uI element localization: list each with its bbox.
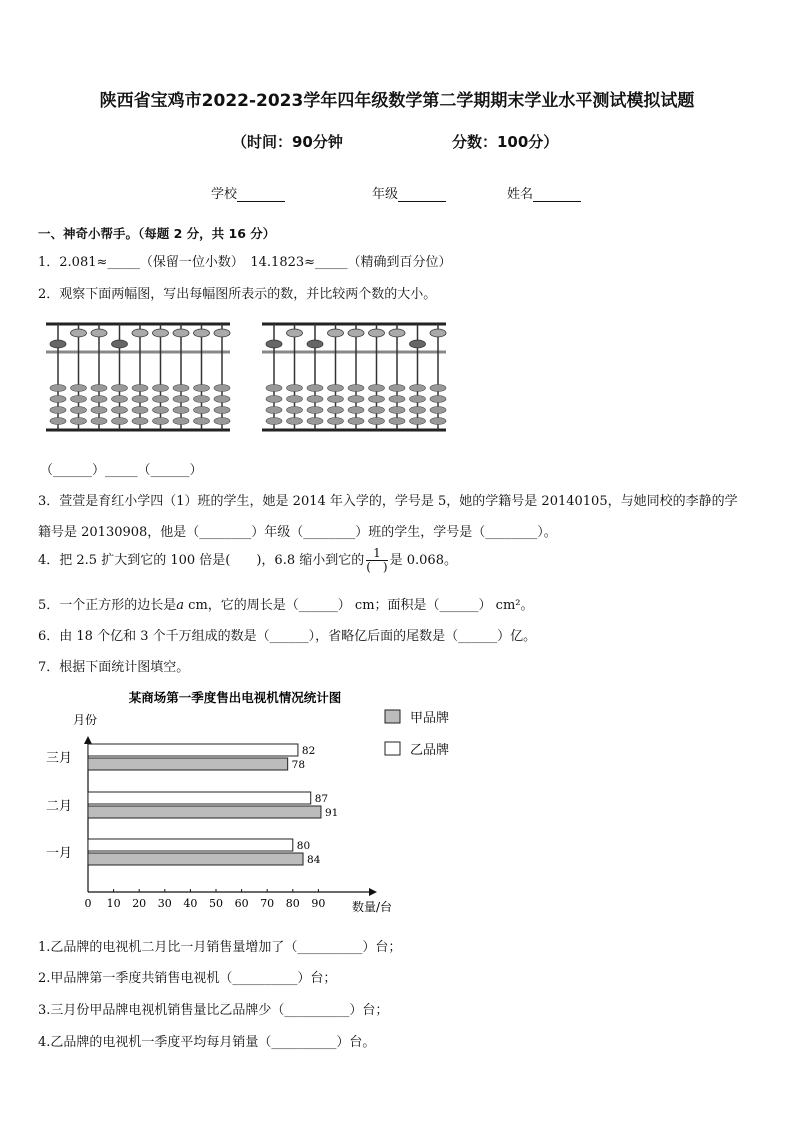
- abacus-lower-bead: [410, 385, 426, 392]
- bar: [88, 758, 288, 770]
- data-label: 87: [314, 793, 329, 805]
- fraction-numerator: 1: [366, 547, 387, 561]
- x-tick-label: 80: [285, 897, 300, 910]
- abacus-lower-bead: [112, 385, 128, 392]
- abacus-lower-bead: [214, 396, 230, 403]
- abacus-lower-bead: [214, 418, 230, 425]
- bar: [88, 792, 311, 804]
- abacus-right: [262, 324, 446, 430]
- abacus-lower-bead: [173, 418, 189, 425]
- question-4-part2: 是 0.068。: [389, 553, 457, 568]
- legend-swatch: [385, 710, 400, 723]
- exam-score: 分数：100分）: [452, 133, 559, 151]
- abacus-lower-bead: [348, 396, 364, 403]
- abacus-upper-bead: [173, 329, 189, 337]
- question-3-line2: 籍号是 20130908，他是（________）年级（________）班的学生，学号是（________）。: [38, 525, 557, 540]
- abacus-upper-bead: [369, 329, 385, 337]
- abacus-lower-bead: [287, 385, 303, 392]
- question-4: [38, 547, 457, 574]
- chart-title: 某商场第一季度售出电视机情况统计图: [128, 690, 342, 705]
- sub-question-2: 2.甲品牌第一季度共销售电视机（__________）台；: [38, 971, 337, 986]
- abacus-lower-bead: [410, 418, 426, 425]
- abacus-upper-bead: [348, 329, 364, 337]
- category-label: 二月: [45, 799, 72, 814]
- abacus-lower-bead: [266, 385, 282, 392]
- abacus-lower-bead: [132, 418, 148, 425]
- abacus-lower-bead: [307, 418, 323, 425]
- fraction-denominator: ( ): [366, 560, 388, 574]
- abacus-lower-bead: [132, 396, 148, 403]
- abacus-lower-bead: [369, 385, 385, 392]
- x-tick-label: 10: [106, 897, 121, 910]
- abacus-upper-bead: [389, 329, 405, 337]
- bar: [88, 744, 298, 756]
- abacus-lower-bead: [307, 407, 323, 414]
- abacus-lower-bead: [348, 385, 364, 392]
- abacus-upper-bead: [266, 340, 282, 348]
- x-axis-label: 数量/台: [352, 900, 393, 914]
- x-tick-label: 20: [132, 897, 147, 910]
- abacus-upper-bead: [112, 340, 128, 348]
- abacus-lower-bead: [194, 418, 210, 425]
- abacus-lower-bead: [173, 385, 189, 392]
- school-label: 学校: [211, 187, 238, 202]
- x-tick-label: 30: [157, 897, 172, 910]
- x-tick-label: 60: [234, 897, 249, 910]
- page-title: 陕西省宝鸡市2022-2023学年四年级数学第二学期期末学业水平测试模拟试题: [99, 91, 695, 111]
- abacus-lower-bead: [71, 418, 87, 425]
- abacus-lower-bead: [410, 407, 426, 414]
- data-label: 91: [324, 807, 339, 819]
- abacus-lower-bead: [153, 418, 169, 425]
- abacus-lower-bead: [369, 407, 385, 414]
- name-blank[interactable]: [533, 189, 581, 202]
- name-field[interactable]: [507, 183, 581, 202]
- abacus-lower-bead: [112, 418, 128, 425]
- abacus-lower-bead: [153, 385, 169, 392]
- sub-question-1: 1.乙品牌的电视机二月比一月销售量增加了（__________）台；: [38, 940, 402, 955]
- y-axis-label: 月份: [73, 713, 98, 727]
- y-axis-arrow: [84, 736, 92, 744]
- legend-swatch: [385, 742, 400, 755]
- abacus-upper-bead: [430, 329, 446, 337]
- abacus-lower-bead: [369, 418, 385, 425]
- abacus-lower-bead: [194, 407, 210, 414]
- bar: [88, 839, 293, 851]
- abacus-lower-bead: [430, 396, 446, 403]
- abacus-upper-bead: [132, 329, 148, 337]
- abacus-lower-bead: [214, 385, 230, 392]
- section-heading: 一、神奇小帮手。（每题 2 分，共 16 分）: [38, 226, 276, 241]
- abacus-lower-bead: [132, 407, 148, 414]
- data-label: 78: [291, 759, 306, 771]
- abacus-lower-bead: [112, 396, 128, 403]
- abacus-lower-bead: [91, 407, 107, 414]
- abacus-lower-bead: [194, 396, 210, 403]
- abacus-lower-bead: [214, 407, 230, 414]
- legend-label: 乙品牌: [410, 743, 450, 758]
- question-3-line1: 3．萱萱是育红小学四（1）班的学生，她是 2014 年入学的，学号是 5，她的学籍号是 20140105，与她同校的李静的学: [38, 494, 738, 509]
- school-blank[interactable]: [237, 189, 285, 202]
- data-label: 82: [301, 745, 316, 757]
- abacus-lower-bead: [348, 407, 364, 414]
- abacus-lower-bead: [369, 396, 385, 403]
- abacus-lower-bead: [348, 418, 364, 425]
- question-4-part1: 4．把 2.5 扩大到它的 100 倍是( )，6.8 缩小到它的: [38, 553, 365, 568]
- data-label: 80: [296, 840, 311, 852]
- abacus-lower-bead: [389, 407, 405, 414]
- sub-question-4: 4.乙品牌的电视机一季度平均每月销量（__________）台。: [38, 1035, 376, 1050]
- category-label: 一月: [45, 846, 72, 861]
- sub-question-3: 3.三月份甲品牌电视机销售量比乙品牌少（__________）台；: [38, 1003, 389, 1018]
- abacus-lower-bead: [266, 407, 282, 414]
- abacus-lower-bead: [287, 396, 303, 403]
- abacus-lower-bead: [266, 418, 282, 425]
- abacus-lower-bead: [307, 396, 323, 403]
- question-2-answer[interactable]: （______）_____（______）: [40, 463, 203, 478]
- category-label: 三月: [45, 751, 72, 766]
- abacus-lower-bead: [173, 396, 189, 403]
- abacus-lower-bead: [389, 396, 405, 403]
- grade-blank[interactable]: [398, 189, 446, 202]
- name-label: 姓名: [507, 187, 534, 202]
- x-tick-label: 40: [183, 897, 198, 910]
- x-tick-label: 90: [311, 897, 326, 910]
- question-5-part1: 5．一个正方形的边长是: [38, 598, 177, 613]
- abacus-upper-bead: [410, 340, 426, 348]
- abacus-lower-bead: [430, 385, 446, 392]
- abacus-lower-bead: [389, 385, 405, 392]
- abacus-lower-bead: [153, 407, 169, 414]
- abacus-lower-bead: [389, 418, 405, 425]
- x-tick-label: 0: [84, 897, 92, 910]
- abacus-upper-bead: [153, 329, 169, 337]
- question-2: 2．观察下面两幅图，写出每幅图所表示的数，并比较两个数的大小。: [38, 287, 437, 302]
- x-axis-arrow: [369, 888, 377, 896]
- x-tick-label: 70: [260, 897, 275, 910]
- question-5: [38, 594, 533, 613]
- abacus-lower-bead: [328, 396, 344, 403]
- abacus-figures: [40, 316, 450, 440]
- data-label: 84: [307, 854, 321, 866]
- abacus-lower-bead: [328, 418, 344, 425]
- abacus-lower-bead: [71, 385, 87, 392]
- fraction: [366, 547, 387, 574]
- abacus-lower-bead: [410, 396, 426, 403]
- bar: [88, 806, 321, 818]
- grade-field[interactable]: [372, 183, 446, 202]
- abacus-upper-bead: [328, 329, 344, 337]
- abacus-lower-bead: [50, 418, 66, 425]
- abacus-upper-bead: [194, 329, 210, 337]
- abacus-upper-bead: [50, 340, 66, 348]
- abacus-lower-bead: [430, 418, 446, 425]
- abacus-upper-bead: [91, 329, 107, 337]
- abacus-lower-bead: [71, 396, 87, 403]
- abacus-lower-bead: [50, 385, 66, 392]
- abacus-upper-bead: [307, 340, 323, 348]
- abacus-lower-bead: [91, 385, 107, 392]
- abacus-lower-bead: [266, 396, 282, 403]
- grade-label: 年级: [372, 187, 399, 202]
- abacus-upper-bead: [287, 329, 303, 337]
- question-1: 1．2.081≈_____（保留一位小数） 14.1823≈_____（精确到百分位）: [38, 255, 452, 270]
- abacus-lower-bead: [153, 396, 169, 403]
- abacus-lower-bead: [194, 385, 210, 392]
- abacus-lower-bead: [287, 418, 303, 425]
- abacus-lower-bead: [132, 385, 148, 392]
- question-6: 6．由 18 个亿和 3 个千万组成的数是（______），省略亿后面的尾数是（______）亿。: [38, 629, 537, 644]
- abacus-lower-bead: [173, 407, 189, 414]
- question-5-part2: cm，它的周长是（______） cm；面积是（______） cm²。: [184, 598, 534, 613]
- abacus-lower-bead: [50, 396, 66, 403]
- x-tick-label: 50: [209, 897, 223, 910]
- abacus-lower-bead: [307, 385, 323, 392]
- question-7: 7．根据下面统计图填空。: [38, 660, 190, 675]
- legend-label: 甲品牌: [410, 711, 450, 726]
- bar-chart: [30, 684, 490, 920]
- abacus-lower-bead: [50, 407, 66, 414]
- abacus-lower-bead: [287, 407, 303, 414]
- variable-a: a: [176, 598, 185, 613]
- school-field[interactable]: [211, 183, 285, 202]
- bar: [88, 853, 303, 865]
- abacus-lower-bead: [112, 407, 128, 414]
- abacus-upper-bead: [71, 329, 87, 337]
- abacus-upper-bead: [214, 329, 230, 337]
- abacus-lower-bead: [91, 418, 107, 425]
- exam-time: （时间：90分钟: [232, 133, 343, 151]
- abacus-lower-bead: [328, 407, 344, 414]
- abacus-lower-bead: [71, 407, 87, 414]
- abacus-lower-bead: [91, 396, 107, 403]
- abacus-lower-bead: [430, 407, 446, 414]
- abacus-lower-bead: [328, 385, 344, 392]
- abacus-left: [46, 324, 230, 430]
